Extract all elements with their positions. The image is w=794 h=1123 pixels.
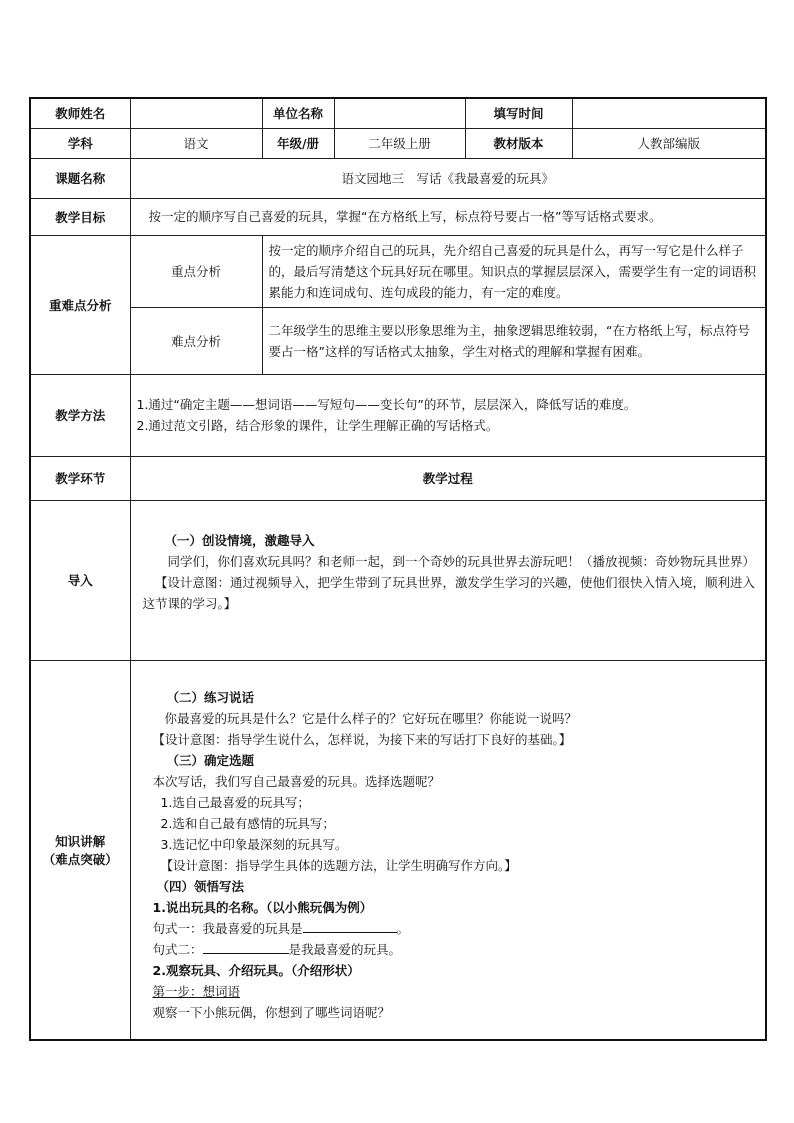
difficulty-analysis-text: 二年级学生的思维主要以形象思维为主，抽象逻辑思维较弱，“在方格纸上写，标点符号要占一格”这样的写话格式太抽象，学生对格式的理解和掌握有困难。 [262,307,766,374]
header-row-2 [30,128,766,158]
unit-name-value[interactable] [334,98,465,128]
intro-content [130,500,766,660]
edition-label: 教材版本 [465,128,572,158]
key-analysis-label: 重点分析 [130,235,262,307]
toy-name-subheading: 1.说出玩具的名称。（以小熊玩偶为例） [152,899,373,915]
pattern-1-blank [303,918,397,933]
edition-value: 人教部编版 [572,128,766,158]
method-line-1: 1.通过“确定主题——想词语——写短句——变长句”的环节，层层深入，降低写话的难度。 [136,397,637,412]
difficulty-analysis-row [30,307,766,374]
key-analysis-row [30,235,766,307]
sentence-pattern-2 [153,939,760,960]
practice-speaking-heading: （二）练习说话 [166,689,255,705]
teacher-name-value[interactable] [130,98,262,128]
intro-design-note: 【设计意图：通过视频导入，把学生带到了玩具世界，激发学生学习的兴趣，使他们很快入情入境，顺利进入这节课的学习。】 [142,575,756,611]
knowledge-content [130,660,766,1040]
analysis-label: 重难点分析 [30,235,130,374]
sentence-pattern-1-end: 。 [396,920,410,936]
teaching-method-row [30,374,766,456]
intro-text: 同学们，你们喜欢玩具吗？和老师一起，到一个奇妙的玩具世界去游玩吧！（播放视频：奇妙物玩具世界） [167,554,756,569]
subject-label: 学科 [30,128,130,158]
step-one: 第一步：想词语 [152,983,241,999]
topic-option-1: 1.选自己最喜爱的玩具写； [160,794,310,810]
fill-time-value[interactable] [572,98,766,128]
teaching-method-content [130,374,766,456]
teaching-goal-row [30,198,766,235]
subject-value: 语文 [130,128,262,158]
teaching-method-label: 教学方法 [30,374,130,456]
lesson-title-value: 语文园地三 写话《我最喜爱的玩具》 [130,158,766,198]
intro-row [30,500,766,660]
lesson-title-row [30,158,766,198]
process-header-row [30,456,766,500]
teaching-goal-label: 教学目标 [30,198,130,235]
fill-time-label: 填写时间 [465,98,572,128]
teacher-name-label: 教师姓名 [30,98,130,128]
sentence-pattern-1 [153,918,760,939]
lesson-plan-table [29,97,767,1041]
knowledge-sublabel: （难点突破） [42,851,118,867]
process-stage-label: 教学环节 [30,456,130,500]
unit-name-label: 单位名称 [262,98,334,128]
topic-design-note: 【设计意图：指导学生具体的选题方法，让学生明确写作方向。】 [160,857,517,873]
sentence-pattern-2-end: 是我最喜爱的玩具。 [288,941,402,957]
intro-heading: （一）创设情境，激趣导入 [164,533,315,548]
knowledge-label-cell [30,660,130,1040]
topic-option-2: 2.选和自己最有感情的玩具写； [160,815,335,831]
topic-option-3: 3.选记忆中印象最深刻的玩具写。 [160,836,348,852]
writing-method-heading: （四）领悟写法 [156,878,245,894]
header-row-1 [30,98,766,128]
lesson-title-label: 课题名称 [30,158,130,198]
grade-value: 二年级上册 [334,128,465,158]
observe-question: 观察一下小熊玩偶，你想到了哪些词语呢？ [152,1004,391,1020]
grade-label: 年级/册 [262,128,334,158]
knowledge-row [30,660,766,1040]
key-analysis-text: 按一定的顺序介绍自己的玩具，先介绍自己喜爱的玩具是什么，再写一写它是什么样子的，最后写清楚这个玩具好玩在哪里。知识点的掌握层层深入，需要学生有一定的词语积累能力和连词成句、连句成段的能力，有一定的难度。 [262,235,766,307]
process-title: 教学过程 [130,456,766,500]
observe-toy-subheading: 2.观察玩具、介绍玩具。（介绍形状） [152,962,360,978]
speaking-design-note: 【设计意图：指导学生说什么，怎样说，为接下来的写话打下良好的基础。】 [152,731,572,747]
method-line-2: 2.通过范文引路，结合形象的课件，让学生理解正确的写话格式。 [136,418,499,433]
sentence-pattern-2-text: 句式二： [152,941,203,957]
intro-label: 导入 [30,500,130,660]
sentence-pattern-1-text: 句式一：我最喜爱的玩具是 [152,920,303,936]
speaking-question: 你最喜爱的玩具是什么？它是什么样子的？它好玩在哪里？你能说一说吗？ [164,710,578,726]
pattern-2-blank [203,939,289,954]
choose-topic-heading: （三）确定选题 [166,752,255,768]
knowledge-label: 知识讲解 [55,833,106,849]
difficulty-analysis-label: 难点分析 [130,307,262,374]
choose-topic-intro: 本次写话，我们写自己最喜爱的玩具。选择选题呢？ [152,773,441,789]
teaching-goal-value: 按一定的顺序写自己喜爱的玩具，掌握“在方格纸上写，标点符号要占一格”等写话格式要求。 [130,198,766,235]
